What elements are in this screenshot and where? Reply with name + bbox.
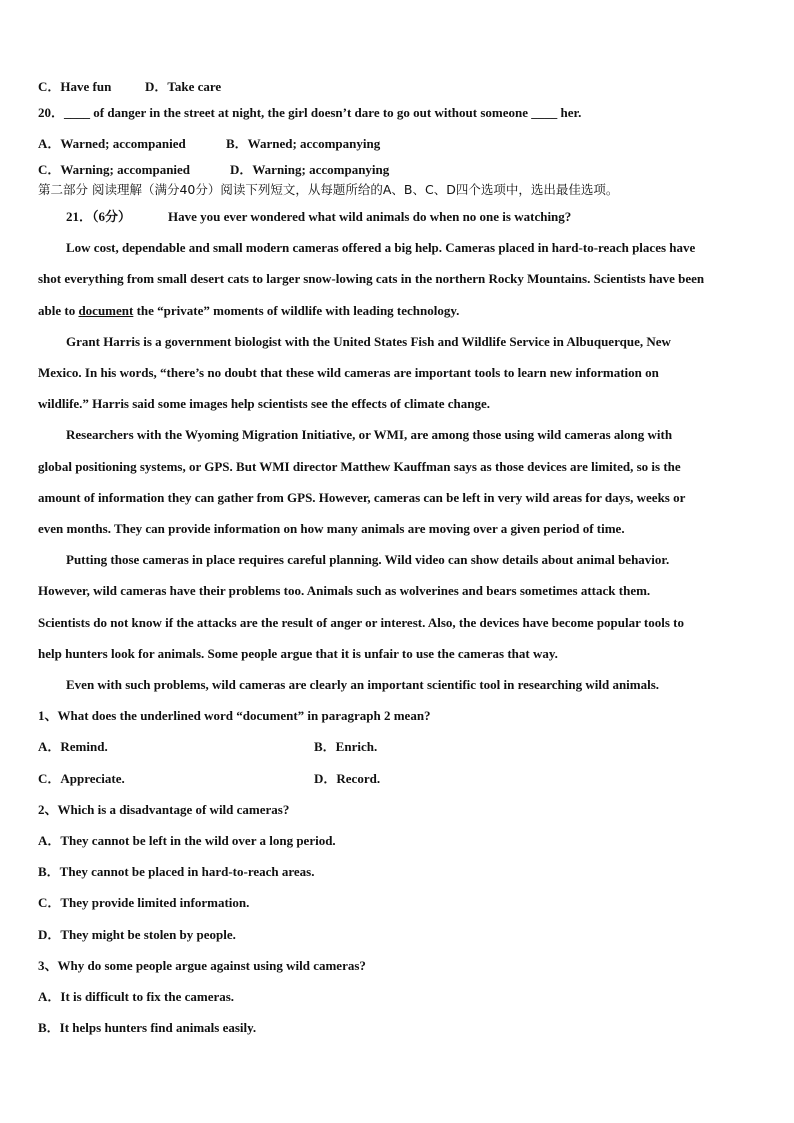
p3-line-4: even months. They can provide information on how many animals are moving over a given period of time. bbox=[38, 521, 625, 536]
p1-line-3-pre: able to bbox=[38, 303, 79, 318]
p3-line-3: amount of information they can gather from GPS. However, cameras can be left in very wild areas for days, weeks or bbox=[38, 490, 686, 505]
p2-line-1: Grant Harris is a government biologist with the United States Fish and Wildlife Service in Albuquerque, New bbox=[66, 334, 671, 349]
p2-line-3: wildlife.” Harris said some images help scientists see the effects of climate change. bbox=[38, 396, 491, 411]
p1-line-1: Low cost, dependable and small modern cameras offered a big help. Cameras placed in hard-to-reach places have bbox=[66, 240, 696, 255]
q20-option-a: A．Warned; accompanied bbox=[38, 136, 186, 151]
q20-stem: 20．____ of danger in the street at night, the girl doesn’t dare to go out without someone ____ her. bbox=[38, 105, 582, 120]
p4-line-2: However, wild cameras have their problems too. Animals such as wolverines and bears sometimes attack them. bbox=[38, 583, 651, 598]
question-2-option-b: B．They cannot be placed in hard-to-reach areas. bbox=[38, 864, 315, 879]
question-1-option-d: D．Record. bbox=[314, 771, 381, 786]
passage-title: Have you ever wondered what wild animals do when no one is watching? bbox=[168, 209, 572, 224]
section-heading: 第二部分 阅读理解（满分40分）阅读下列短文，从每题所给的A、B、C、D四个选项中，选出最佳选项。 bbox=[38, 182, 619, 197]
underlined-word-document: document bbox=[78, 303, 134, 318]
p2-line-2: Mexico. In his words, “there’s no doubt that these wild cameras are important tools to learn new information on bbox=[38, 365, 659, 380]
p4-line-1: Putting those cameras in place requires careful planning. Wild video can show details about animal behavior. bbox=[66, 552, 670, 567]
question-3-option-a: A．It is difficult to fix the cameras. bbox=[38, 989, 235, 1004]
option-d-holder bbox=[145, 79, 221, 95]
p3-line-1: Researchers with the Wyoming Migration Initiative, or WMI, are among those using wild cameras along with bbox=[66, 427, 673, 442]
option-c: C．Have fun bbox=[38, 79, 112, 94]
q20-option-b: B．Warned; accompanying bbox=[226, 136, 381, 151]
prev-options-row bbox=[38, 79, 111, 95]
p4-line-4: help hunters look for animals. Some people argue that it is unfair to use the cameras that way. bbox=[38, 646, 558, 661]
p4-line-3: Scientists do not know if the attacks are the result of anger or interest. Also, the devices have become popular tools to bbox=[38, 615, 684, 630]
q20-option-d: D．Warning; accompanying bbox=[230, 162, 390, 177]
option-d: D．Take care bbox=[145, 79, 222, 94]
p3-line-2: global positioning systems, or GPS. But WMI director Matthew Kauffman says as those devices are limited, so is the bbox=[38, 459, 681, 474]
question-1-option-a: A．Remind. bbox=[38, 739, 108, 754]
question-1-option-c: C．Appreciate. bbox=[38, 771, 125, 786]
p1-line-3 bbox=[38, 303, 459, 319]
question-3-option-b: B．It helps hunters find animals easily. bbox=[38, 1020, 257, 1035]
question-2-option-c: C．They provide limited information. bbox=[38, 895, 250, 910]
question-1-stem: 1、What does the underlined word “document” in paragraph 2 mean? bbox=[38, 708, 431, 723]
q20-option-c: C．Warning; accompanied bbox=[38, 162, 191, 177]
question-2-option-a: A．They cannot be left in the wild over a long period. bbox=[38, 833, 336, 848]
question-3-stem: 3、Why do some people argue against using wild cameras? bbox=[38, 958, 366, 973]
question-2-option-d: D．They might be stolen by people. bbox=[38, 927, 236, 942]
p1-line-3-post: the “private” moments of wildlife with leading technology. bbox=[133, 303, 460, 318]
question-1-option-b: B．Enrich. bbox=[314, 739, 378, 754]
p1-line-2: shot everything from small desert cats to larger snow-lowing cats in the northern Rocky Mountains. Scientists have been bbox=[38, 271, 705, 286]
question-2-stem: 2、Which is a disadvantage of wild cameras? bbox=[38, 802, 290, 817]
passage-number: 21．（6分） bbox=[66, 209, 132, 224]
p5-line-1: Even with such problems, wild cameras are clearly an important scientific tool in researching wild animals. bbox=[66, 677, 660, 692]
